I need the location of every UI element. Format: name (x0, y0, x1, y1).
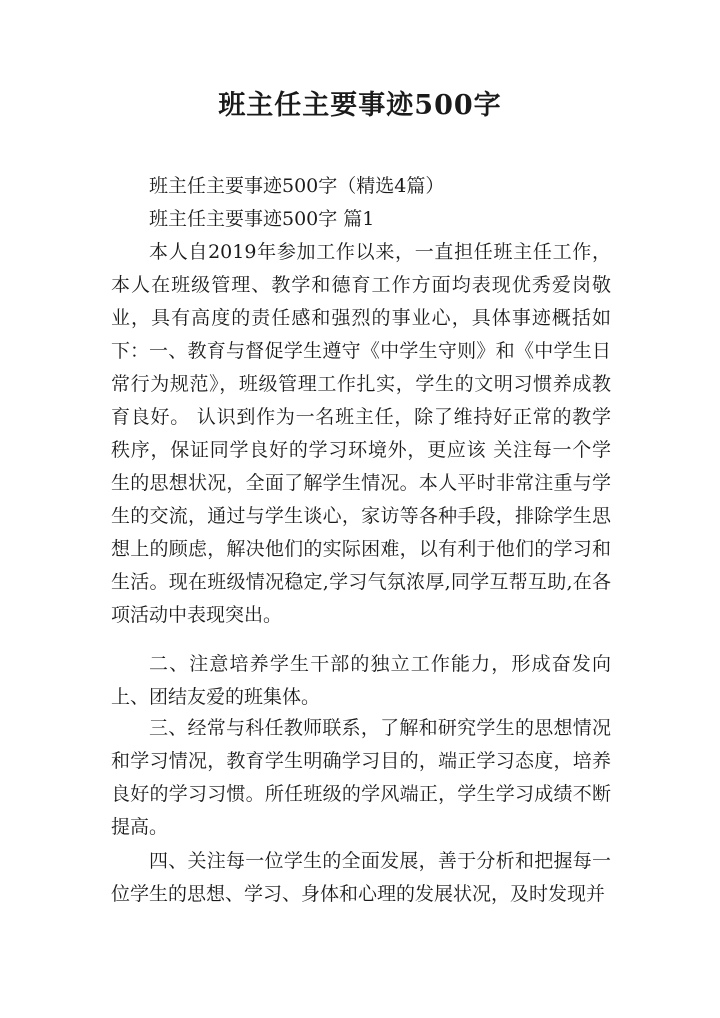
document-subtitle: 班主任主要事迹500字（精选4篇） (149, 175, 445, 197)
paragraph-intro: 本人自2019年参加工作以来，一直担任班主任工作，本人在班级管理、教学和德育工作方面均表现优秀爱岗敬业，具有高度的责任感和强烈的事业心，具体事迹概括如下： (111, 241, 611, 362)
document-title: 班主任主要事迹500字 (218, 90, 502, 121)
paragraph-point-2: 二、注意培养学生干部的独立工作能力，形成奋发向上、团结友爱的班集体。 (111, 653, 611, 708)
section-heading: 班主任主要事迹500字 篇1 (149, 208, 375, 230)
paragraph-point-1: 一、教育与督促学生遵守《中学生守则》和《中学生日常行为规范》，班级管理工作扎实，学生的文明习惯养成教育良好。 认识到作为一名班主任，除了维持好正常的教学秩序，保证同学良好的学习环境外，更应该 关注每一个学生的思想状况，全面了解学生情况。本人平时非常注重与学生的交流，通过与学生谈心，家访等各种手段，排除学生思想上的顾虑，解决他们的实际困难，以有利于他们的学习和生活。现在班级情况稳定,学习气氛浓厚,同学互帮互助,在各项活动中表现突出。 (111, 340, 611, 626)
paragraph-point-3: 三、经常与科任教师联系，了解和研究学生的思想情况和学习情况，教育学生明确学习目的，端正学习态度，培养良好的学习习惯。所任班级的学风端正，学生学习成绩不断提高。 (111, 717, 611, 838)
paragraph-point-4: 四、关注每一位学生的全面发展，善于分析和把握每一位学生的思想、学习、身体和心理的发展状况，及时发现并 (111, 850, 611, 905)
